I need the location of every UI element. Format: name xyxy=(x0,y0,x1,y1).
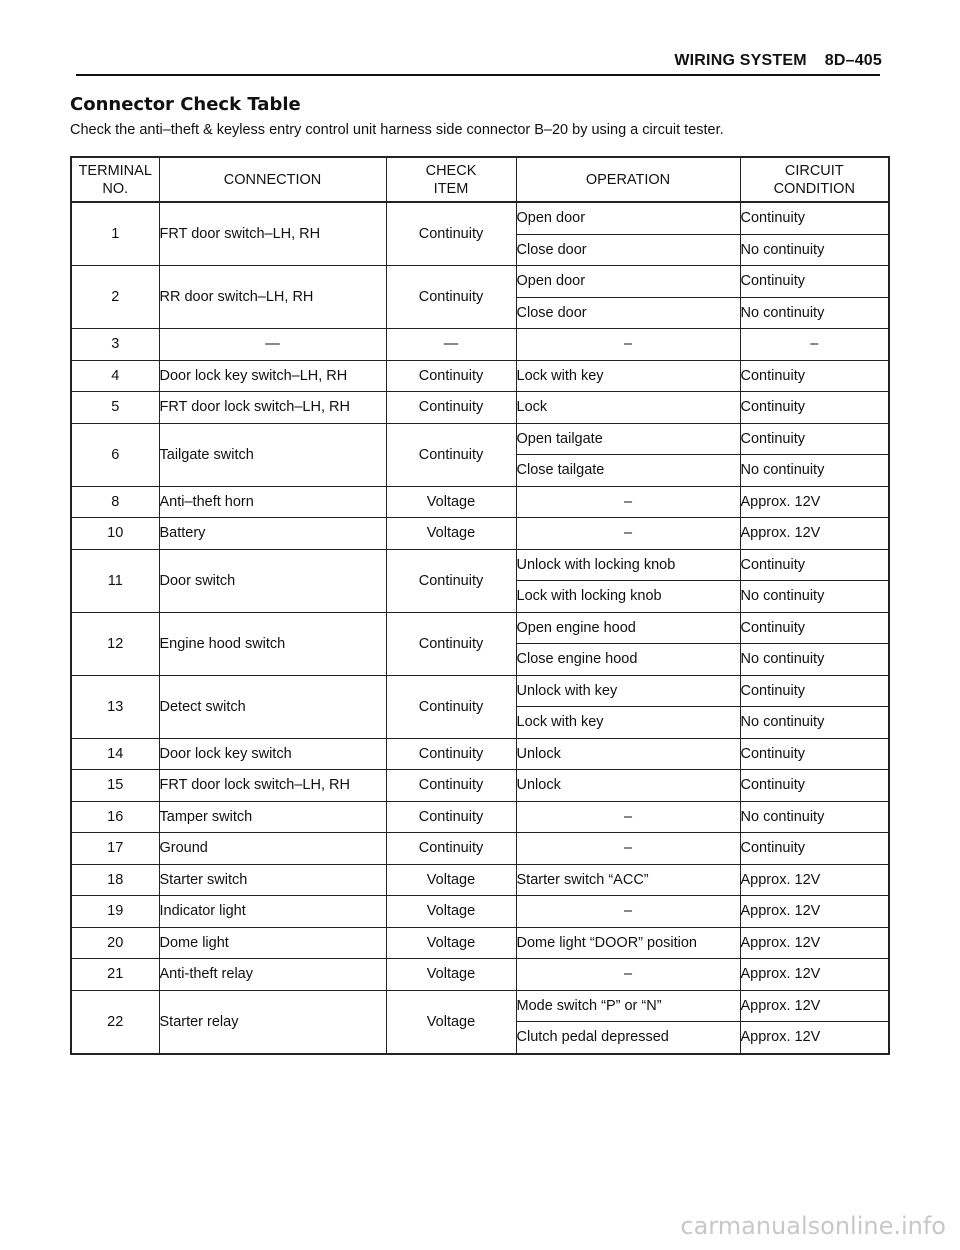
condition-cell: Approx. 12V xyxy=(740,864,889,896)
header-condition xyxy=(740,157,889,202)
header-check-line1: CHECK xyxy=(425,162,477,179)
terminal-number: 14 xyxy=(71,738,159,770)
operation-cell: Close tailgate xyxy=(516,455,740,487)
connection-cell: FRT door lock switch–LH, RH xyxy=(159,392,386,424)
connection-cell: Engine hood switch xyxy=(159,612,386,675)
operation-cell: Close door xyxy=(516,297,740,329)
operation-cell: Open tailgate xyxy=(516,423,740,455)
terminal-number: 20 xyxy=(71,927,159,959)
operation-cell: Close door xyxy=(516,234,740,266)
terminal-number: 18 xyxy=(71,864,159,896)
operation-cell: – xyxy=(516,329,740,361)
terminal-number: 13 xyxy=(71,675,159,738)
table-row xyxy=(71,801,889,833)
connection-cell: Indicator light xyxy=(159,896,386,928)
table-row xyxy=(71,959,889,991)
check-item-cell: Continuity xyxy=(386,360,516,392)
connection-cell: FRT door lock switch–LH, RH xyxy=(159,770,386,802)
condition-cell: Continuity xyxy=(740,549,889,581)
operation-cell: – xyxy=(516,833,740,865)
connection-cell: Detect switch xyxy=(159,675,386,738)
operation-cell: – xyxy=(516,959,740,991)
connector-check-table xyxy=(70,156,890,1055)
condition-cell: Approx. 12V xyxy=(740,927,889,959)
check-item-cell: Continuity xyxy=(386,770,516,802)
table-row xyxy=(71,202,889,234)
table-row xyxy=(71,360,889,392)
condition-cell: Approx. 12V xyxy=(740,1022,889,1054)
header-condition-line2: CONDITION xyxy=(773,180,855,197)
operation-cell: Open door xyxy=(516,266,740,298)
condition-cell: Approx. 12V xyxy=(740,486,889,518)
terminal-number: 3 xyxy=(71,329,159,361)
check-item-cell: Voltage xyxy=(386,864,516,896)
table-row xyxy=(71,990,889,1022)
condition-cell: No continuity xyxy=(740,234,889,266)
section-title: WIRING SYSTEM xyxy=(674,52,807,69)
terminal-number: 5 xyxy=(71,392,159,424)
operation-cell: Lock with key xyxy=(516,707,740,739)
check-item-cell: Continuity xyxy=(386,801,516,833)
operation-cell: Unlock with locking knob xyxy=(516,549,740,581)
condition-cell: Approx. 12V xyxy=(740,990,889,1022)
check-item-cell: Continuity xyxy=(386,675,516,738)
connection-cell: Tamper switch xyxy=(159,801,386,833)
connection-cell: Tailgate switch xyxy=(159,423,386,486)
condition-cell: Continuity xyxy=(740,202,889,234)
condition-cell: Continuity xyxy=(740,266,889,298)
condition-cell: No continuity xyxy=(740,581,889,613)
check-item-cell: Continuity xyxy=(386,392,516,424)
condition-cell: Continuity xyxy=(740,423,889,455)
operation-cell: Open engine hood xyxy=(516,612,740,644)
condition-cell: No continuity xyxy=(740,644,889,676)
condition-cell: Approx. 12V xyxy=(740,959,889,991)
terminal-number: 10 xyxy=(71,518,159,550)
operation-cell: Unlock xyxy=(516,770,740,802)
check-item-cell: Voltage xyxy=(386,959,516,991)
operation-cell: Starter switch “ACC” xyxy=(516,864,740,896)
operation-cell: Mode switch “P” or “N” xyxy=(516,990,740,1022)
check-item-cell: Voltage xyxy=(386,896,516,928)
page-title: Connector Check Table xyxy=(70,94,301,115)
table-row xyxy=(71,927,889,959)
table-row xyxy=(71,329,889,361)
header-divider xyxy=(76,74,880,76)
page-header xyxy=(674,52,882,70)
table-row xyxy=(71,738,889,770)
table-row xyxy=(71,486,889,518)
operation-cell: Lock xyxy=(516,392,740,424)
check-item-cell: Voltage xyxy=(386,486,516,518)
connection-cell: FRT door switch–LH, RH xyxy=(159,202,386,266)
condition-cell: Continuity xyxy=(740,612,889,644)
terminal-number: 11 xyxy=(71,549,159,612)
condition-cell: No continuity xyxy=(740,297,889,329)
table-row xyxy=(71,770,889,802)
condition-cell: Continuity xyxy=(740,738,889,770)
connection-cell: Ground xyxy=(159,833,386,865)
check-item-cell: Voltage xyxy=(386,990,516,1054)
header-check-line2: ITEM xyxy=(433,180,469,197)
table-header-row xyxy=(71,157,889,202)
check-item-cell: Continuity xyxy=(386,549,516,612)
operation-cell: Lock with key xyxy=(516,360,740,392)
check-item-cell: Voltage xyxy=(386,927,516,959)
terminal-number: 19 xyxy=(71,896,159,928)
check-item-cell: Continuity xyxy=(386,423,516,486)
operation-cell: – xyxy=(516,518,740,550)
table-row xyxy=(71,392,889,424)
condition-cell: No continuity xyxy=(740,707,889,739)
condition-cell: Continuity xyxy=(740,392,889,424)
operation-cell: Dome light “DOOR” position xyxy=(516,927,740,959)
connection-cell: Anti–theft horn xyxy=(159,486,386,518)
header-terminal xyxy=(71,157,159,202)
header-terminal-line2: NO. xyxy=(102,180,129,197)
connection-cell: Battery xyxy=(159,518,386,550)
check-item-cell: Continuity xyxy=(386,612,516,675)
operation-cell: Unlock xyxy=(516,738,740,770)
condition-cell: Approx. 12V xyxy=(740,896,889,928)
table-row xyxy=(71,864,889,896)
condition-cell: Continuity xyxy=(740,833,889,865)
condition-cell: No continuity xyxy=(740,801,889,833)
connection-cell: Door lock key switch xyxy=(159,738,386,770)
condition-cell: – xyxy=(740,329,889,361)
connection-cell: Dome light xyxy=(159,927,386,959)
table-row xyxy=(71,833,889,865)
table-row xyxy=(71,675,889,707)
check-item-cell: Continuity xyxy=(386,202,516,266)
connection-cell: Door switch xyxy=(159,549,386,612)
table-row xyxy=(71,423,889,455)
header-check-item xyxy=(386,157,516,202)
page-number: 8D–405 xyxy=(824,52,882,69)
connection-cell: RR door switch–LH, RH xyxy=(159,266,386,329)
operation-cell: – xyxy=(516,486,740,518)
table-row xyxy=(71,266,889,298)
condition-cell: Continuity xyxy=(740,360,889,392)
check-item-cell: — xyxy=(386,329,516,361)
check-item-cell: Voltage xyxy=(386,518,516,550)
operation-cell: Unlock with key xyxy=(516,675,740,707)
intro-text: Check the anti–theft & keyless entry control unit harness side connector B–20 by using a circuit tester. xyxy=(70,122,724,138)
terminal-number: 22 xyxy=(71,990,159,1054)
operation-cell: Open door xyxy=(516,202,740,234)
terminal-number: 21 xyxy=(71,959,159,991)
condition-cell: Continuity xyxy=(740,770,889,802)
header-condition-line1: CIRCUIT xyxy=(784,162,844,179)
header-connection: CONNECTION xyxy=(159,157,386,202)
terminal-number: 12 xyxy=(71,612,159,675)
terminal-number: 16 xyxy=(71,801,159,833)
connection-cell: — xyxy=(159,329,386,361)
table-row xyxy=(71,612,889,644)
operation-cell: – xyxy=(516,896,740,928)
operation-cell: Clutch pedal depressed xyxy=(516,1022,740,1054)
check-item-cell: Continuity xyxy=(386,833,516,865)
terminal-number: 6 xyxy=(71,423,159,486)
terminal-number: 17 xyxy=(71,833,159,865)
operation-cell: Lock with locking knob xyxy=(516,581,740,613)
condition-cell: Approx. 12V xyxy=(740,518,889,550)
connection-cell: Starter relay xyxy=(159,990,386,1054)
table-body xyxy=(71,202,889,1054)
connection-cell: Starter switch xyxy=(159,864,386,896)
table-row xyxy=(71,896,889,928)
table-row xyxy=(71,549,889,581)
check-item-cell: Continuity xyxy=(386,738,516,770)
condition-cell: Continuity xyxy=(740,675,889,707)
connection-cell: Anti-theft relay xyxy=(159,959,386,991)
check-item-cell: Continuity xyxy=(386,266,516,329)
terminal-number: 15 xyxy=(71,770,159,802)
terminal-number: 1 xyxy=(71,202,159,266)
header-terminal-line1: TERMINAL xyxy=(78,162,152,179)
operation-cell: Close engine hood xyxy=(516,644,740,676)
operation-cell: – xyxy=(516,801,740,833)
terminal-number: 4 xyxy=(71,360,159,392)
connection-cell: Door lock key switch–LH, RH xyxy=(159,360,386,392)
header-operation: OPERATION xyxy=(516,157,740,202)
terminal-number: 2 xyxy=(71,266,159,329)
terminal-number: 8 xyxy=(71,486,159,518)
condition-cell: No continuity xyxy=(740,455,889,487)
watermark: carmanualsonline.info xyxy=(680,1212,946,1240)
table-row xyxy=(71,518,889,550)
